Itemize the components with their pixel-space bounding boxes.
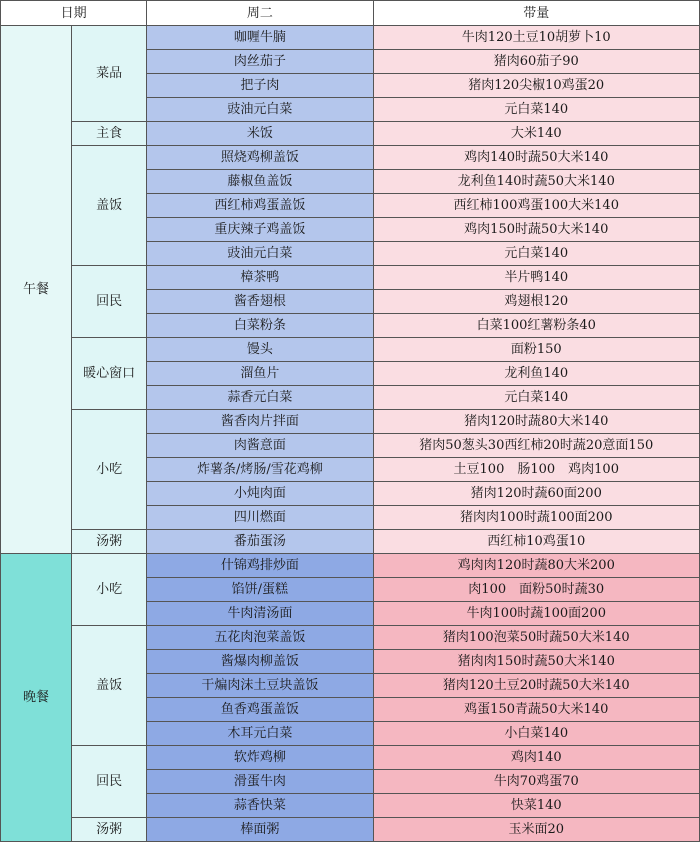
table-row: [1, 410, 700, 434]
category-label: 暖心窗口: [72, 338, 147, 410]
table-row: [1, 530, 700, 554]
dish-name: 滑蛋牛肉: [147, 770, 373, 794]
dish-quantity: 猪肉肉100时蔬100面200: [373, 506, 699, 530]
dish-quantity: 元白菜140: [373, 242, 699, 266]
category-label: 小吃: [72, 410, 147, 530]
category-label: 回民: [72, 746, 147, 818]
dish-name: 酱香翅根: [147, 290, 373, 314]
category-label: 小吃: [72, 554, 147, 626]
category-label: 主食: [72, 122, 147, 146]
dish-name: 五花肉泡菜盖饭: [147, 626, 373, 650]
dish-quantity: 猪肉50葱头30西红柿20时蔬20意面150: [373, 434, 699, 458]
dish-name: 蒜香元白菜: [147, 386, 373, 410]
dish-quantity: 猪肉120时蔬80大米140: [373, 410, 699, 434]
dish-quantity: 龙利鱼140: [373, 362, 699, 386]
table-row: [1, 146, 700, 170]
dish-name: 照烧鸡柳盖饭: [147, 146, 373, 170]
dish-name: 樟茶鸭: [147, 266, 373, 290]
dish-name: 棒面粥: [147, 818, 373, 842]
meal-label: 晚餐: [1, 554, 72, 842]
dish-name: 软炸鸡柳: [147, 746, 373, 770]
dish-name: 肉酱意面: [147, 434, 373, 458]
dish-quantity: 元白菜140: [373, 98, 699, 122]
dish-quantity: 猪肉60茄子90: [373, 50, 699, 74]
dish-quantity: 龙利鱼140时蔬50大米140: [373, 170, 699, 194]
dish-name: 豉油元白菜: [147, 98, 373, 122]
dish-name: 馅饼/蛋糕: [147, 578, 373, 602]
category-label: 汤粥: [72, 530, 147, 554]
dish-name: 重庆辣子鸡盖饭: [147, 218, 373, 242]
dish-quantity: 鸡肉140: [373, 746, 699, 770]
category-label: 汤粥: [72, 818, 147, 842]
table-row: [1, 746, 700, 770]
table-row: [1, 266, 700, 290]
header-date: 日期: [1, 1, 147, 26]
dish-quantity: 大米140: [373, 122, 699, 146]
menu-body: [1, 26, 700, 842]
dish-quantity: 牛肉100时蔬100面200: [373, 602, 699, 626]
header-quantity: 带量: [373, 1, 699, 26]
dish-name: 四川燃面: [147, 506, 373, 530]
dish-quantity: 鸡肉肉120时蔬80大米200: [373, 554, 699, 578]
dish-quantity: 猪肉肉150时蔬50大米140: [373, 650, 699, 674]
dish-name: 把子肉: [147, 74, 373, 98]
dish-quantity: 鸡翅根120: [373, 290, 699, 314]
dish-name: 小炖肉面: [147, 482, 373, 506]
dish-quantity: 玉米面20: [373, 818, 699, 842]
dish-quantity: 鸡肉150时蔬50大米140: [373, 218, 699, 242]
dish-name: 藤椒鱼盖饭: [147, 170, 373, 194]
dish-quantity: 猪肉120土豆20时蔬50大米140: [373, 674, 699, 698]
dish-quantity: 肉100 面粉50时蔬30: [373, 578, 699, 602]
dish-quantity: 小白菜140: [373, 722, 699, 746]
dish-quantity: 半片鸭140: [373, 266, 699, 290]
dish-name: 鱼香鸡蛋盖饭: [147, 698, 373, 722]
dish-name: 酱香肉片拌面: [147, 410, 373, 434]
dish-name: 豉油元白菜: [147, 242, 373, 266]
dish-name: 炸薯条/烤肠/雪花鸡柳: [147, 458, 373, 482]
dish-quantity: 牛肉70鸡蛋70: [373, 770, 699, 794]
meal-label: 午餐: [1, 26, 72, 554]
dish-quantity: 白菜100红薯粉条40: [373, 314, 699, 338]
dish-name: 牛肉清汤面: [147, 602, 373, 626]
dish-quantity: 牛肉120土豆10胡萝卜10: [373, 26, 699, 50]
dish-quantity: 元白菜140: [373, 386, 699, 410]
dish-quantity: 土豆100 肠100 鸡肉100: [373, 458, 699, 482]
dish-name: 木耳元白菜: [147, 722, 373, 746]
dish-name: 咖喱牛腩: [147, 26, 373, 50]
table-row: [1, 122, 700, 146]
category-label: 盖饭: [72, 626, 147, 746]
table-row: [1, 554, 700, 578]
table-row: [1, 26, 700, 50]
dish-quantity: 鸡肉140时蔬50大米140: [373, 146, 699, 170]
dish-name: 干煸肉沫土豆块盖饭: [147, 674, 373, 698]
dish-name: 肉丝茄子: [147, 50, 373, 74]
table-row: [1, 338, 700, 362]
dish-name: 蒜香快菜: [147, 794, 373, 818]
dish-name: 番茄蛋汤: [147, 530, 373, 554]
dish-quantity: 西红柿10鸡蛋10: [373, 530, 699, 554]
dish-name: 西红柿鸡蛋盖饭: [147, 194, 373, 218]
table-row: [1, 626, 700, 650]
dish-name: 米饭: [147, 122, 373, 146]
dish-quantity: 鸡蛋150青蔬50大米140: [373, 698, 699, 722]
dish-name: 白菜粉条: [147, 314, 373, 338]
dish-quantity: 西红柿100鸡蛋100大米140: [373, 194, 699, 218]
table-row: [1, 818, 700, 842]
dish-quantity: 猪肉100泡菜50时蔬50大米140: [373, 626, 699, 650]
category-label: 菜品: [72, 26, 147, 122]
dish-quantity: 猪肉120尖椒10鸡蛋20: [373, 74, 699, 98]
dish-name: 馒头: [147, 338, 373, 362]
dish-quantity: 快菜140: [373, 794, 699, 818]
category-label: 盖饭: [72, 146, 147, 266]
dish-quantity: 猪肉120时蔬60面200: [373, 482, 699, 506]
dish-quantity: 面粉150: [373, 338, 699, 362]
header-row: [1, 1, 700, 26]
header-day: 周二: [147, 1, 373, 26]
dish-name: 酱爆肉柳盖饭: [147, 650, 373, 674]
dish-name: 什锦鸡排炒面: [147, 554, 373, 578]
dish-name: 溜鱼片: [147, 362, 373, 386]
category-label: 回民: [72, 266, 147, 338]
